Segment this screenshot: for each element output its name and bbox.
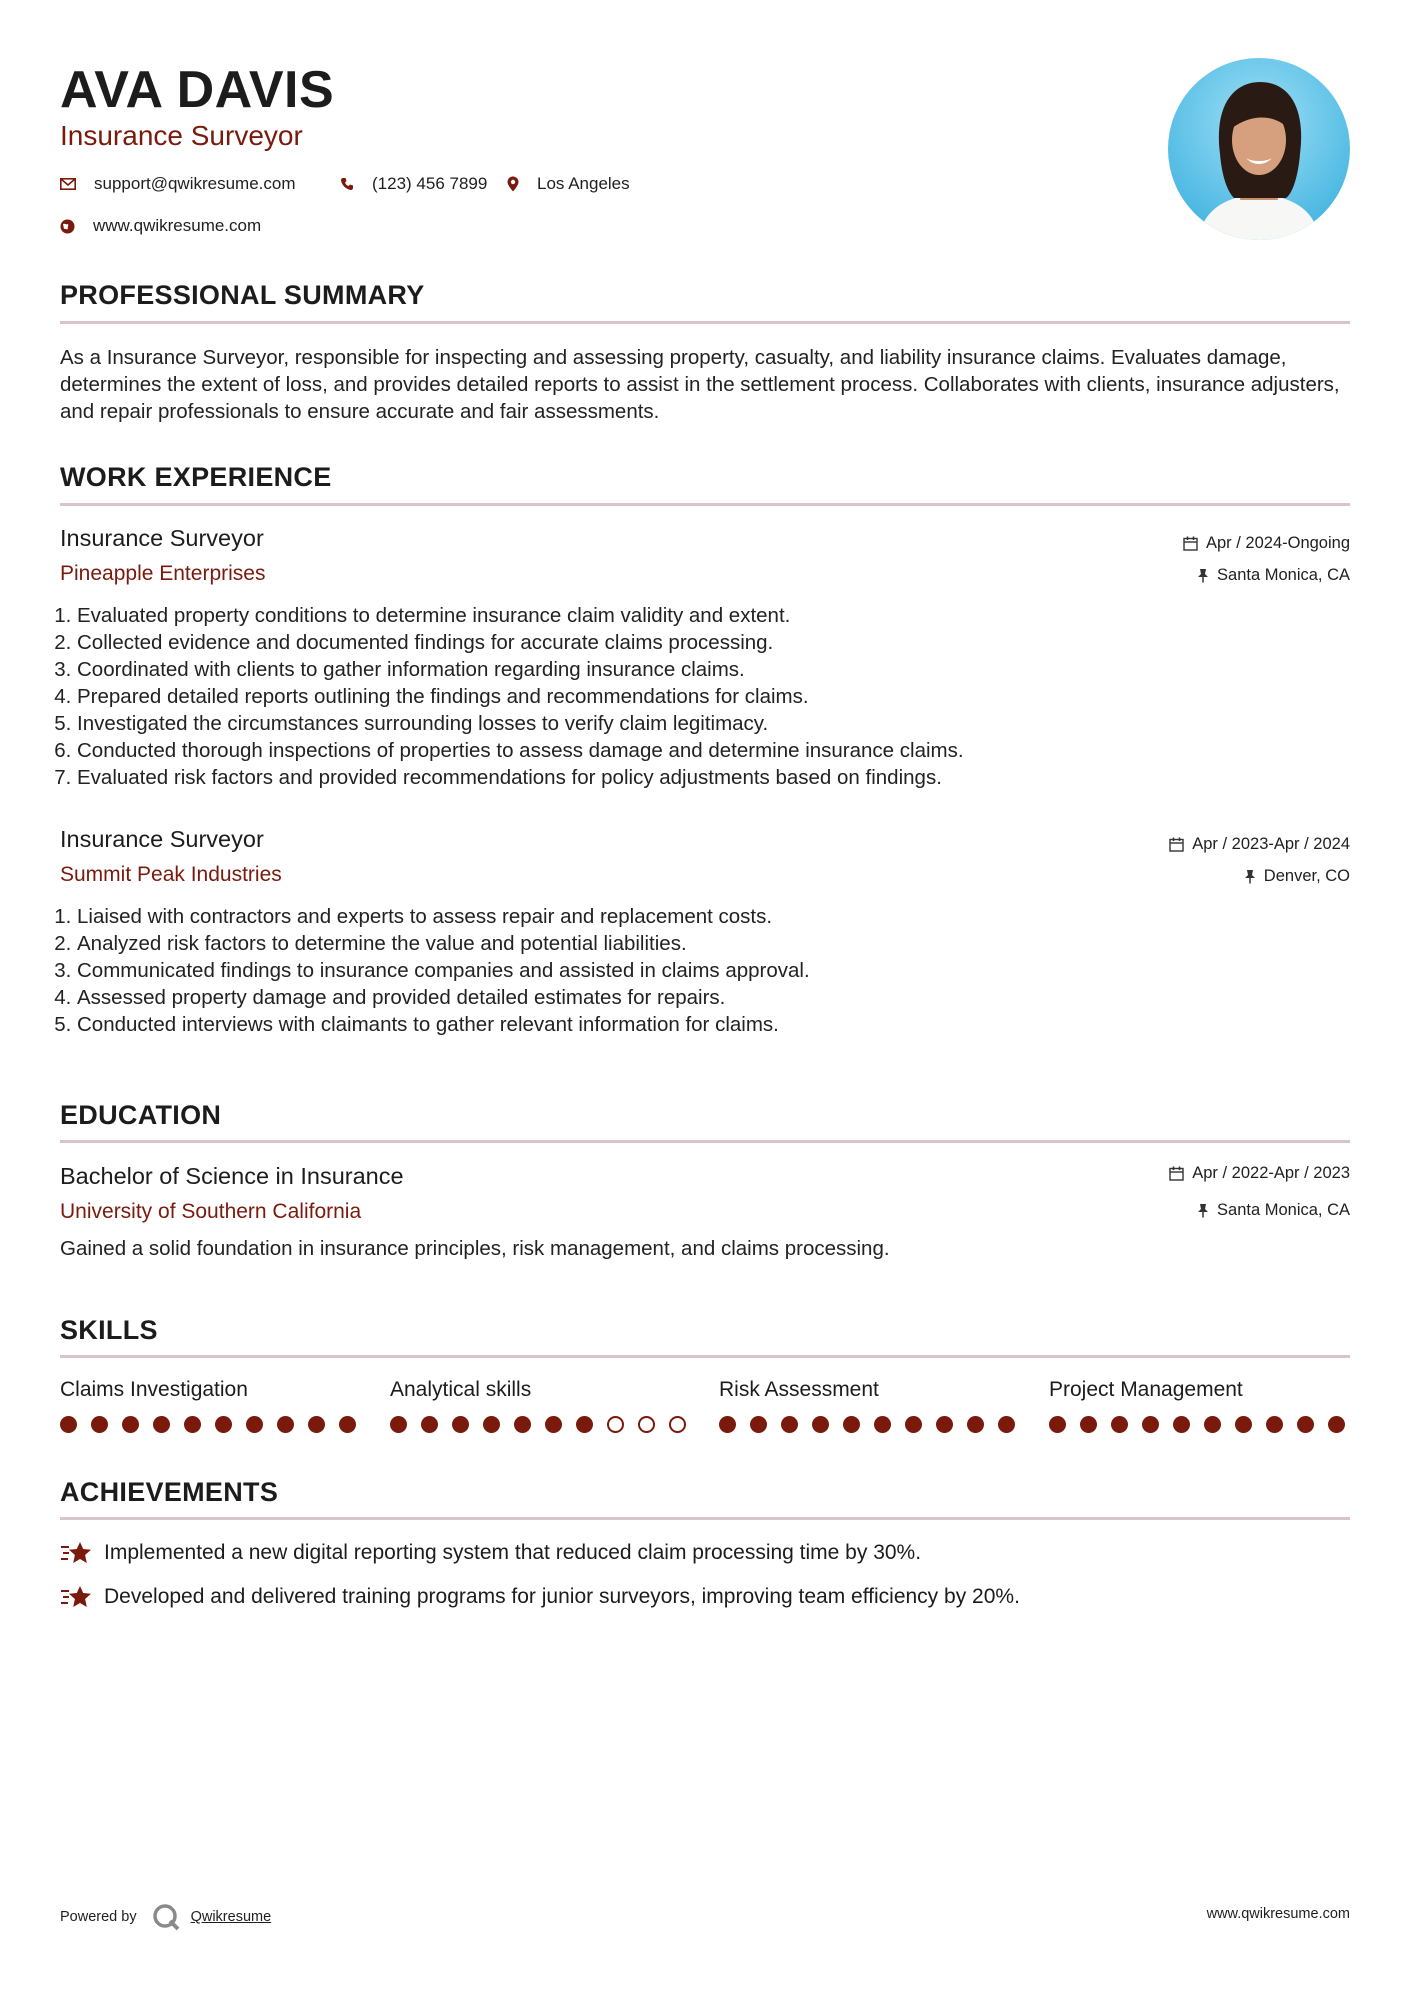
rating-dot-filled [843,1416,860,1433]
pushpin-icon [1244,869,1256,884]
list-item: 3. Communicated findings to insurance companies and assisted in claims approval. [77,957,1347,984]
job-2-bullets [60,903,1347,1038]
summary-heading: PROFESSIONAL SUMMARY [60,280,425,310]
rating-dot-empty [638,1416,655,1433]
skill-4-label: Project Management [1049,1378,1243,1401]
map-pin-icon [507,176,519,192]
experience-divider [60,503,1350,506]
phone-icon [340,177,354,191]
list-item: 5. Conducted interviews with claimants to gather relevant information for claims. [77,1011,1347,1038]
rating-dot-filled [91,1416,108,1433]
rating-dot-filled [1111,1416,1128,1433]
star-achievement-icon [60,1584,92,1610]
rating-dot-filled [1142,1416,1159,1433]
calendar-icon [1169,837,1184,852]
rating-dot-filled [277,1416,294,1433]
rating-dot-filled [1049,1416,1066,1433]
skill-3-rating [719,1416,1015,1433]
education-date-text: Apr / 2022-Apr / 2023 [1192,1164,1350,1182]
list-item: 1. Evaluated property conditions to determine insurance claim validity and extent. [77,602,1347,629]
education-description: Gained a solid foundation in insurance principles, risk management, and claims processing. [60,1237,890,1260]
education-school: University of Southern California [60,1200,362,1223]
skill-4 [1049,1376,1345,1433]
education-location [1197,1199,1350,1221]
footer-website[interactable]: www.qwikresume.com [1206,1906,1350,1922]
job-2-date [1169,833,1350,855]
rating-dot-filled [812,1416,829,1433]
education-date [1169,1162,1350,1184]
skill-1-rating [60,1416,356,1433]
rating-dot-filled [998,1416,1015,1433]
job-1-company: Pineapple Enterprises [60,562,266,585]
job-2-role: Insurance Surveyor [60,826,264,852]
contact-website[interactable] [60,215,261,237]
email-text: support@qwikresume.com [94,174,296,193]
phone-text: (123) 456 7899 [372,174,488,193]
contact-email[interactable] [60,173,296,195]
list-item: 7. Evaluated risk factors and provided recommendations for policy adjustments based on findings. [77,764,1347,791]
location-text: Los Angeles [537,174,630,193]
contact-phone[interactable] [340,173,487,195]
job-2-location-text: Denver, CO [1263,867,1350,885]
pushpin-icon [1197,568,1209,583]
education-location-text: Santa Monica, CA [1217,1201,1350,1219]
job-2-company: Summit Peak Industries [60,863,282,886]
education-heading: EDUCATION [60,1100,222,1130]
candidate-name: AVA DAVIS [60,61,335,119]
achievement-2 [60,1583,1020,1611]
skill-2-label: Analytical skills [390,1378,532,1401]
rating-dot-filled [905,1416,922,1433]
candidate-title: Insurance Surveyor [60,120,303,151]
rating-dot-filled [184,1416,201,1433]
skill-3 [719,1376,1015,1433]
pushpin-icon [1197,1203,1209,1218]
job-1-bullets [60,602,1347,791]
education-degree: Bachelor of Science in Insurance [60,1163,404,1189]
job-1-date [1183,532,1350,554]
summary-divider [60,321,1350,324]
list-item: 2. Collected evidence and documented findings for accurate claims processing. [77,629,1347,656]
rating-dot-filled [421,1416,438,1433]
rating-dot-filled [1080,1416,1097,1433]
star-achievement-icon [60,1540,92,1566]
skill-4-rating [1049,1416,1345,1433]
rating-dot-filled [936,1416,953,1433]
achievement-1-text: Implemented a new digital reporting system that reduced claim processing time by 30%. [104,1541,922,1564]
job-1-location [1197,564,1350,586]
rating-dot-filled [308,1416,325,1433]
achievements-heading: ACHIEVEMENTS [60,1477,279,1507]
powered-by-label: Powered by [60,1909,137,1925]
skill-3-label: Risk Assessment [719,1378,879,1401]
rating-dot-filled [967,1416,984,1433]
list-item: 3. Coordinated with clients to gather information regarding insurance claims. [77,656,1347,683]
rating-dot-filled [339,1416,356,1433]
rating-dot-filled [545,1416,562,1433]
job-1-location-text: Santa Monica, CA [1217,566,1350,584]
rating-dot-filled [122,1416,139,1433]
globe-icon [60,219,75,234]
rating-dot-filled [514,1416,531,1433]
rating-dot-filled [215,1416,232,1433]
website-text: www.qwikresume.com [93,216,262,235]
rating-dot-filled [874,1416,891,1433]
skills-heading: SKILLS [60,1315,158,1345]
list-item: 2. Analyzed risk factors to determine the value and potential liabilities. [77,930,1347,957]
summary-text: As a Insurance Surveyor, responsible for inspecting and assessing property, casualty, and liability insurance claims. Evaluates damage, determines the extent of loss, and provides detailed reports to assist in the settlement process. Collaborates with clients, insurance adjusters, and repair professionals to ensure accurate and fair assessments. [60,346,1340,423]
experience-heading: WORK EXPERIENCE [60,462,332,492]
rating-dot-filled [452,1416,469,1433]
list-item: 1. Liaised with contractors and experts to assess repair and replacement costs. [77,903,1347,930]
rating-dot-filled [1173,1416,1190,1433]
profile-photo [1168,58,1350,240]
achievement-1 [60,1539,921,1567]
skills-divider [60,1355,1350,1358]
envelope-icon [60,178,76,190]
list-item: 4. Prepared detailed reports outlining the findings and recommendations for claims. [77,683,1347,710]
skill-1-label: Claims Investigation [60,1378,248,1401]
rating-dot-filled [1297,1416,1314,1433]
job-1-date-text: Apr / 2024-Ongoing [1205,534,1350,552]
rating-dot-filled [576,1416,593,1433]
contact-location [507,173,630,195]
list-item: 6. Conducted thorough inspections of properties to assess damage and determine insurance claims. [77,737,1347,764]
rating-dot-filled [750,1416,767,1433]
footer-powered-by [60,1902,271,1932]
rating-dot-filled [719,1416,736,1433]
rating-dot-empty [607,1416,624,1433]
rating-dot-filled [1204,1416,1221,1433]
rating-dot-filled [60,1416,77,1433]
rating-dot-filled [1235,1416,1252,1433]
rating-dot-filled [483,1416,500,1433]
rating-dot-filled [781,1416,798,1433]
list-item: 5. Investigated the circumstances surrounding losses to verify claim legitimacy. [77,710,1347,737]
job-1-role: Insurance Surveyor [60,525,264,551]
skill-2 [390,1376,686,1433]
calendar-icon [1183,536,1198,551]
education-divider [60,1140,1350,1143]
rating-dot-filled [390,1416,407,1433]
calendar-icon [1169,1166,1184,1181]
rating-dot-filled [153,1416,170,1433]
achievements-divider [60,1517,1350,1520]
qwikresume-logo-icon [151,1902,181,1932]
skill-1 [60,1376,356,1433]
rating-dot-filled [246,1416,263,1433]
list-item: 4. Assessed property damage and provided detailed estimates for repairs. [77,984,1347,1011]
rating-dot-filled [1328,1416,1345,1433]
rating-dot-empty [669,1416,686,1433]
brand-link[interactable]: Qwikresume [190,1909,272,1925]
job-2-date-text: Apr / 2023-Apr / 2024 [1192,835,1350,853]
skill-2-rating [390,1416,686,1433]
achievement-2-text: Developed and delivered training programs for junior surveyors, improving team efficiency by 20%. [104,1585,1020,1608]
job-2-location [1244,865,1350,887]
rating-dot-filled [1266,1416,1283,1433]
